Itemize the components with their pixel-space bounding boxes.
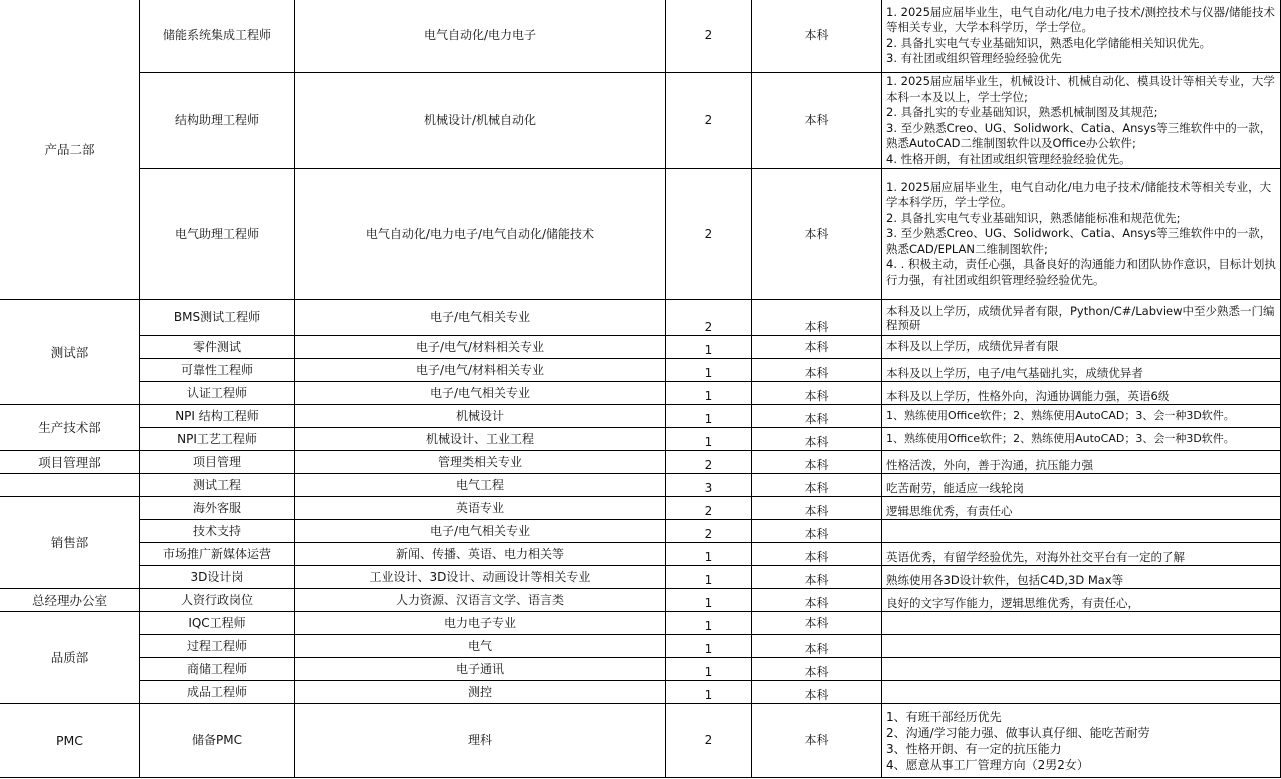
- major-cell[interactable]: 电子/电气/材料相关专业: [295, 359, 666, 382]
- requirement-line: 3. 至少熟悉Creo、UG、Solidwork、Catia、Ansys等三维软件中的一款，熟悉AutoCAD二维制图软件以及Office办公软件;: [886, 120, 1272, 150]
- major-cell[interactable]: 电子/电气相关专业: [295, 382, 666, 405]
- major-cell[interactable]: 电子/电气相关专业: [295, 520, 666, 543]
- degree-cell[interactable]: 本科: [752, 543, 882, 566]
- position-cell[interactable]: 认证工程师: [140, 382, 295, 405]
- major-cell[interactable]: 电气工程: [295, 474, 666, 497]
- table-row[interactable]: [0, 300, 1281, 336]
- major-cell[interactable]: 电子/电气/材料相关专业: [295, 336, 666, 359]
- degree-cell[interactable]: 本科: [752, 359, 882, 382]
- department-cell[interactable]: 销售部: [0, 497, 140, 589]
- degree-cell[interactable]: 本科: [752, 451, 882, 474]
- major-cell[interactable]: 机械设计/机械自动化: [295, 73, 666, 169]
- position-cell[interactable]: NPI工艺工程师: [140, 428, 295, 451]
- position-cell[interactable]: 商储工程师: [140, 658, 295, 681]
- table-row[interactable]: [0, 382, 1281, 405]
- major-cell[interactable]: 理科: [295, 704, 666, 778]
- requirements-cell[interactable]: 性格活泼，外向，善于沟通，抗压能力强: [882, 451, 1281, 474]
- table-row[interactable]: [0, 497, 1281, 520]
- count-cell[interactable]: 1: [666, 658, 752, 681]
- degree-cell[interactable]: 本科: [752, 658, 882, 681]
- requirements-cell[interactable]: 本科及以上学历，成绩优异者有限，Python/C#/Labview中至少熟悉一门编程预研: [882, 300, 1281, 336]
- requirement-line: 4. 性格开朗，有社团或组织管理经验经验优先。: [886, 151, 1131, 166]
- requirements-cell[interactable]: [882, 0, 1281, 73]
- degree-cell[interactable]: 本科: [752, 0, 882, 73]
- major-cell[interactable]: 机械设计: [295, 405, 666, 428]
- table-row[interactable]: [0, 566, 1281, 589]
- major-cell[interactable]: 机械设计、工业工程: [295, 428, 666, 451]
- degree-cell[interactable]: 本科: [752, 635, 882, 658]
- major-cell[interactable]: 电子/电气相关专业: [295, 300, 666, 336]
- department-cell[interactable]: 生产技术部: [0, 405, 140, 451]
- count-cell[interactable]: 1: [666, 681, 752, 704]
- requirements-cell[interactable]: [882, 635, 1281, 658]
- table-row[interactable]: [0, 612, 1281, 635]
- degree-cell[interactable]: 本科: [752, 681, 882, 704]
- position-cell[interactable]: 3D设计岗: [140, 566, 295, 589]
- table-row[interactable]: [0, 520, 1281, 543]
- requirement-line: 4. . 积极主动，责任心强，具备良好的沟通能力和团队协作意识，目标计划执行力强，有社团或组织管理经验经验优先。: [886, 257, 1276, 287]
- department-cell[interactable]: 品质部: [0, 612, 140, 704]
- degree-cell[interactable]: 本科: [752, 428, 882, 451]
- degree-cell[interactable]: 本科: [752, 300, 882, 336]
- table-row[interactable]: [0, 474, 1281, 497]
- requirement-line: 3. 有社团或组织管理经验经验优先: [886, 51, 1062, 65]
- major-cell[interactable]: 电力电子专业: [295, 612, 666, 635]
- degree-cell[interactable]: 本科: [752, 520, 882, 543]
- position-cell[interactable]: 电气助理工程师: [140, 169, 295, 300]
- table-row[interactable]: [0, 589, 1281, 612]
- count-cell[interactable]: 1: [666, 612, 752, 635]
- count-cell[interactable]: 1: [666, 589, 752, 612]
- department-cell[interactable]: 总经理办公室: [0, 589, 140, 612]
- department-cell[interactable]: 产品二部: [0, 0, 140, 300]
- major-cell[interactable]: 新闻、传播、英语、电力相关等: [295, 543, 666, 566]
- degree-cell[interactable]: 本科: [752, 566, 882, 589]
- count-cell[interactable]: 2: [666, 169, 752, 300]
- table-row[interactable]: [0, 405, 1281, 428]
- count-cell[interactable]: 2: [666, 73, 752, 169]
- position-cell[interactable]: 技术支持: [140, 520, 295, 543]
- degree-cell[interactable]: 本科: [752, 382, 882, 405]
- position-cell[interactable]: 零件测试: [140, 336, 295, 359]
- major-cell[interactable]: 电子通讯: [295, 658, 666, 681]
- count-cell[interactable]: 1: [666, 428, 752, 451]
- count-cell[interactable]: 1: [666, 359, 752, 382]
- table-row[interactable]: [0, 543, 1281, 566]
- table-row[interactable]: [0, 359, 1281, 382]
- requirements-cell[interactable]: [882, 681, 1281, 704]
- position-cell[interactable]: 市场推广新媒体运营: [140, 543, 295, 566]
- position-cell[interactable]: 过程工程师: [140, 635, 295, 658]
- position-cell[interactable]: 可靠性工程师: [140, 359, 295, 382]
- requirements-cell[interactable]: 1、熟练使用Office软件；2、熟练使用AutoCAD；3、会一种3D软件。: [882, 405, 1281, 428]
- count-cell[interactable]: 1: [666, 405, 752, 428]
- count-cell[interactable]: 1: [666, 635, 752, 658]
- department-cell[interactable]: [0, 474, 140, 497]
- requirements-cell[interactable]: 本科及以上学历，性格外向，沟通协调能力强，英语6级: [882, 382, 1281, 405]
- requirements-cell[interactable]: 良好的文字写作能力，逻辑思维优秀，有责任心，: [882, 589, 1281, 612]
- requirement-line: 3、性格开朗、有一定的抗压能力: [886, 741, 1062, 756]
- requirements-cell[interactable]: 1、熟练使用Office软件；2、熟练使用AutoCAD；3、会一种3D软件。: [882, 428, 1281, 451]
- position-cell[interactable]: 人资行政岗位: [140, 589, 295, 612]
- degree-cell[interactable]: 本科: [752, 704, 882, 778]
- count-cell[interactable]: 2: [666, 520, 752, 543]
- requirements-cell[interactable]: 熟练使用各3D设计软件，包括C4D,3D Max等: [882, 566, 1281, 589]
- table-row[interactable]: [0, 428, 1281, 451]
- count-cell[interactable]: 2: [666, 497, 752, 520]
- requirement-line: 1、有班干部经历优先: [886, 709, 1002, 724]
- position-cell[interactable]: 成品工程师: [140, 681, 295, 704]
- requirements-cell[interactable]: [882, 73, 1281, 169]
- table-row[interactable]: [0, 635, 1281, 658]
- department-cell[interactable]: PMC: [0, 704, 140, 778]
- major-cell[interactable]: 工业设计、3D设计、动画设计等相关专业: [295, 566, 666, 589]
- count-cell[interactable]: 2: [666, 300, 752, 336]
- count-cell[interactable]: 3: [666, 474, 752, 497]
- position-cell[interactable]: 测试工程: [140, 474, 295, 497]
- position-cell[interactable]: 海外客服: [140, 497, 295, 520]
- degree-cell[interactable]: 本科: [752, 589, 882, 612]
- table-row[interactable]: [0, 169, 1281, 300]
- degree-cell[interactable]: 本科: [752, 336, 882, 359]
- position-cell[interactable]: 项目管理: [140, 451, 295, 474]
- requirements-cell[interactable]: 英语优秀，有留学经验优先，对海外社交平台有一定的了解: [882, 543, 1281, 566]
- requirements-cell[interactable]: [882, 658, 1281, 681]
- requirement-line: 1. 2025届应届毕业生，电气自动化/电力电子技术/测控技术与仪器/储能技术等相关专业，大学本科学历，学士学位。: [886, 4, 1276, 34]
- degree-cell[interactable]: 本科: [752, 169, 882, 300]
- requirements-cell[interactable]: [882, 520, 1281, 543]
- count-cell[interactable]: 2: [666, 704, 752, 778]
- degree-cell[interactable]: 本科: [752, 474, 882, 497]
- requirements-cell[interactable]: 逻辑思维优秀，有责任心: [882, 497, 1281, 520]
- major-cell[interactable]: 管理类相关专业: [295, 451, 666, 474]
- requirements-cell[interactable]: 吃苦耐劳，能适应一线轮岗: [882, 474, 1281, 497]
- requirement-line: 2、沟通/学习能力强、做事认真仔细、能吃苦耐劳: [886, 725, 1150, 740]
- major-cell[interactable]: 人力资源、汉语言文学、语言类: [295, 589, 666, 612]
- count-cell[interactable]: 1: [666, 566, 752, 589]
- degree-cell[interactable]: 本科: [752, 612, 882, 635]
- count-cell[interactable]: 2: [666, 0, 752, 73]
- position-cell[interactable]: 储备PMC: [140, 704, 295, 778]
- major-cell[interactable]: 电气: [295, 635, 666, 658]
- requirements-cell[interactable]: 本科及以上学历，电子/电气基础扎实，成绩优异者: [882, 359, 1281, 382]
- major-cell[interactable]: 英语专业: [295, 497, 666, 520]
- table-row[interactable]: [0, 704, 1281, 778]
- major-cell[interactable]: 电气自动化/电力电子/电气自动化/储能技术: [295, 169, 666, 300]
- position-cell[interactable]: NPI 结构工程师: [140, 405, 295, 428]
- count-cell[interactable]: 1: [666, 382, 752, 405]
- count-cell[interactable]: 1: [666, 543, 752, 566]
- department-cell[interactable]: 项目管理部: [0, 451, 140, 474]
- major-cell[interactable]: 电气自动化/电力电子: [295, 0, 666, 73]
- table-row[interactable]: [0, 336, 1281, 359]
- count-cell[interactable]: 1: [666, 336, 752, 359]
- requirements-cell[interactable]: 本科及以上学历，成绩优异者有限: [882, 336, 1281, 359]
- requirement-line: 1. 2025届应届毕业生，机械设计、机械自动化、模具设计等相关专业，大学本科一本及以上，学士学位;: [886, 74, 1275, 104]
- department-cell[interactable]: 测试部: [0, 300, 140, 405]
- requirement-line: 4、愿意从事工厂管理方向（2男2女）: [886, 757, 1089, 772]
- degree-cell[interactable]: 本科: [752, 497, 882, 520]
- degree-cell[interactable]: 本科: [752, 405, 882, 428]
- table-row[interactable]: [0, 0, 1281, 73]
- major-cell[interactable]: 测控: [295, 681, 666, 704]
- position-cell[interactable]: BMS测试工程师: [140, 300, 295, 336]
- position-cell[interactable]: IQC工程师: [140, 612, 295, 635]
- requirements-cell[interactable]: [882, 612, 1281, 635]
- table-row[interactable]: [0, 658, 1281, 681]
- requirements-cell[interactable]: [882, 169, 1281, 300]
- count-cell[interactable]: 2: [666, 451, 752, 474]
- requirement-line: 2. 具备扎实电气专业基础知识，熟悉电化学储能相关知识优先。: [886, 35, 1212, 50]
- table-row[interactable]: [0, 73, 1281, 169]
- position-cell[interactable]: 储能系统集成工程师: [140, 0, 295, 73]
- requirement-line: 2. 具备扎实电气专业基础知识，熟悉储能标准和规范优先;: [886, 210, 1181, 225]
- requirement-line: 3. 至少熟悉Creo、UG、Solidwork、Catia、Ansys等三维软件中的一款，熟悉CAD/EPLAN二维制图软件;: [886, 226, 1272, 256]
- table-row[interactable]: [0, 681, 1281, 704]
- position-cell[interactable]: 结构助理工程师: [140, 73, 295, 169]
- requirement-line: 2. 具备扎实的专业基础知识，熟悉机械制图及其规范;: [886, 105, 1158, 119]
- degree-cell[interactable]: 本科: [752, 73, 882, 169]
- requirements-cell[interactable]: [882, 704, 1281, 778]
- requirement-line: 1. 2025届应届毕业生，电气自动化/电力电子技术/储能技术等相关专业，大学本科学历，学士学位。: [886, 179, 1272, 210]
- table-row[interactable]: [0, 451, 1281, 474]
